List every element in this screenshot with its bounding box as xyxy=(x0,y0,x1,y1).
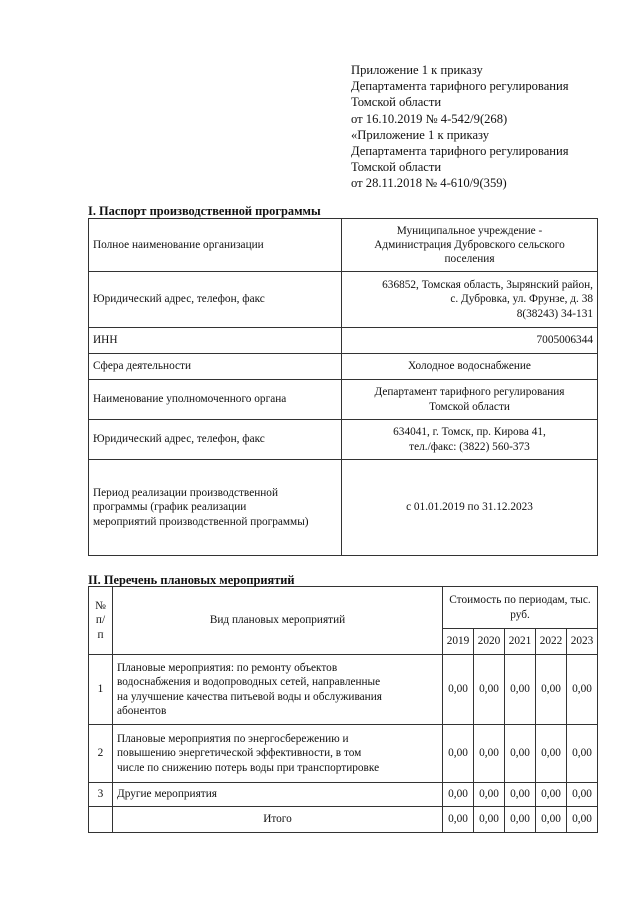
row-description: Плановые мероприятия: по ремонту объектов водоснабжения и водопроводных сетей, направленные на улучшение качества питьевой воды и обслуживания абонентов xyxy=(113,655,443,725)
total-value: 0,00 xyxy=(505,807,536,833)
row-value: 0,00 xyxy=(567,783,598,807)
total-label: Итого xyxy=(113,807,443,833)
row-number: 2 xyxy=(89,725,113,783)
header-line: от 28.11.2018 № 4-610/9(359) xyxy=(351,176,507,191)
section-2-title: II. Перечень плановых мероприятий xyxy=(88,573,295,587)
header-line: Томской области xyxy=(351,95,442,110)
passport-value: с 01.01.2019 по 31.12.2023 xyxy=(342,460,598,556)
row-value: 0,00 xyxy=(474,725,505,783)
row-value: 0,00 xyxy=(567,725,598,783)
total-value: 0,00 xyxy=(474,807,505,833)
passport-key: Период реализации производственной программы (график реализации мероприятий производственной программы) xyxy=(89,460,342,556)
row-number: 3 xyxy=(89,783,113,807)
row-value: 0,00 xyxy=(443,725,474,783)
row-value: 0,00 xyxy=(505,783,536,807)
row-value: 0,00 xyxy=(474,655,505,725)
row-value: 0,00 xyxy=(505,655,536,725)
header-line: Департамента тарифного регулирования xyxy=(351,79,569,94)
passport-value: Муниципальное учреждение - Администрация Дубровского сельского поселения xyxy=(342,219,598,272)
passport-value: 634041, г. Томск, пр. Кирова 41, тел./факс: (3822) 560-373 xyxy=(342,420,598,460)
passport-value: 7005006344 xyxy=(342,328,598,354)
header-line: Департамента тарифного регулирования xyxy=(351,144,569,159)
passport-value: 636852, Томская область, Зырянский район, с. Дубровка, ул. Фрунзе, д. 38 8(38243) 34-131 xyxy=(342,272,598,328)
year-header: 2021 xyxy=(505,629,536,655)
passport-key: ИНН xyxy=(89,328,342,354)
header-line: от 16.10.2019 № 4-542/9(268) xyxy=(351,111,508,126)
passport-row xyxy=(89,272,598,328)
passport-row xyxy=(89,354,598,380)
col-header-cost: Стоимость по периодам, тыс. руб. xyxy=(443,587,598,629)
passport-row xyxy=(89,420,598,460)
row-value: 0,00 xyxy=(567,655,598,725)
passport-key: Сфера деятельности xyxy=(89,354,342,380)
row-description: Плановые мероприятия по энергосбережению и повышению энергетической эффективности, в том числе по снижению потерь воды при транспортировке xyxy=(113,725,443,783)
row-number: 1 xyxy=(89,655,113,725)
passport-key: Юридический адрес, телефон, факс xyxy=(89,272,342,328)
header-line: «Приложение 1 к приказу xyxy=(351,127,490,142)
year-header: 2019 xyxy=(443,629,474,655)
passport-row xyxy=(89,460,598,556)
row-value: 0,00 xyxy=(505,725,536,783)
passport-key: Наименование уполномоченного органа xyxy=(89,380,342,420)
row-value: 0,00 xyxy=(474,783,505,807)
passport-row xyxy=(89,328,598,354)
passport-key: Юридический адрес, телефон, факс xyxy=(89,420,342,460)
total-value: 0,00 xyxy=(567,807,598,833)
passport-row xyxy=(89,219,598,272)
header-line: Томской области xyxy=(351,160,442,175)
passport-key: Полное наименование организации xyxy=(89,219,342,272)
row-value: 0,00 xyxy=(536,655,567,725)
row-value: 0,00 xyxy=(443,655,474,725)
year-header: 2023 xyxy=(567,629,598,655)
total-row-number xyxy=(89,807,113,833)
order-reference-block xyxy=(351,62,569,192)
row-value: 0,00 xyxy=(536,783,567,807)
table-row xyxy=(89,725,598,783)
passport-table xyxy=(88,218,598,556)
row-description: Другие мероприятия xyxy=(113,783,443,807)
section-1-title: I. Паспорт производственной программы xyxy=(88,204,321,218)
passport-value: Холодное водоснабжение xyxy=(342,354,598,380)
row-value: 0,00 xyxy=(443,783,474,807)
year-header: 2020 xyxy=(474,629,505,655)
col-header-type: Вид плановых мероприятий xyxy=(113,587,443,655)
passport-row xyxy=(89,380,598,420)
total-row xyxy=(89,807,598,833)
total-value: 0,00 xyxy=(443,807,474,833)
col-header-num: № п/п xyxy=(89,587,113,655)
header-row xyxy=(89,587,598,629)
row-value: 0,00 xyxy=(536,725,567,783)
table-row xyxy=(89,783,598,807)
year-header: 2022 xyxy=(536,629,567,655)
total-value: 0,00 xyxy=(536,807,567,833)
measures-table xyxy=(88,586,598,833)
table-row xyxy=(89,655,598,725)
header-line: Приложение 1 к приказу xyxy=(351,63,483,77)
passport-value: Департамент тарифного регулирования Томской области xyxy=(342,380,598,420)
